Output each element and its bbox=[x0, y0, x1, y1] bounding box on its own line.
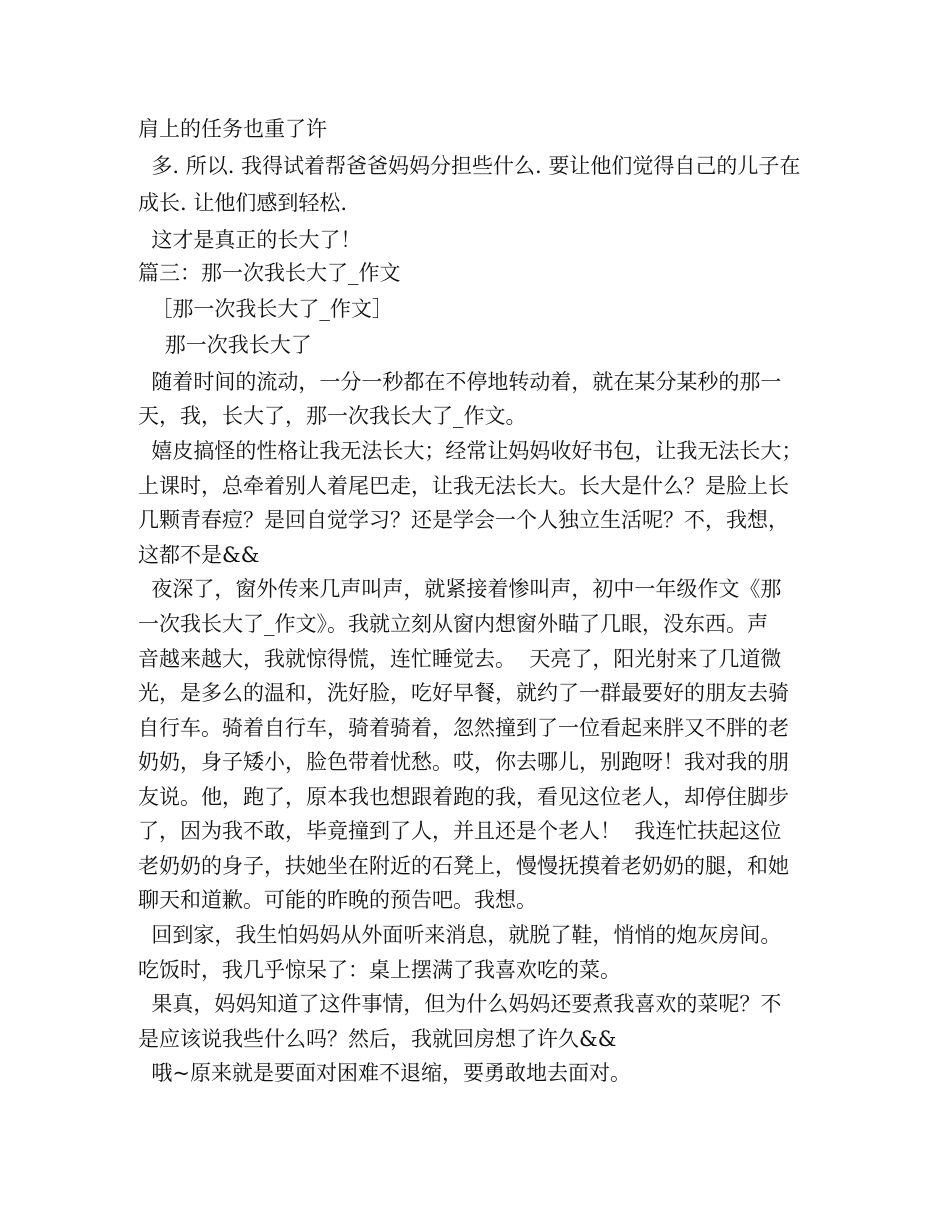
text-line: 了，因为我不敢，毕竟撞到了人，并且还是个老人！ 我连忙扶起这位 bbox=[138, 819, 782, 843]
text-line: 是应该说我些什么吗？然后，我就回房想了许久&& bbox=[138, 1027, 617, 1051]
text-line: 果真，妈妈知道了这件事情，但为什么妈妈还要煮我喜欢的菜呢？不 bbox=[138, 992, 782, 1016]
text-line: 友说。他，跑了，原本我也想跟着跑的我，看见这位老人，却停住脚步 bbox=[138, 785, 789, 809]
bracketed-title: ［那一次我长大了_作文］ bbox=[138, 297, 393, 321]
text-line: 聊天和道歉。可能的昨晚的预告吧。我想。 bbox=[138, 888, 537, 912]
text-line: 哦~原来就是要面对困难不退缩，要勇敢地去面对。 bbox=[138, 1061, 631, 1085]
text-line: 音越来越大，我就惊得慌，连忙睡觉去。 天亮了，阳光射来了几道微 bbox=[138, 647, 782, 671]
essay-title: 那一次我长大了 bbox=[138, 333, 312, 357]
text-line: 自行车。骑着自行车，骑着骑着，忽然撞到了一位看起来胖又不胖的老 bbox=[138, 716, 789, 740]
text-line: 多. 所以. 我得试着帮爸爸妈妈分担些什么. 要让他们觉得自己的儿子在 bbox=[138, 154, 801, 178]
text-line: 一次我长大了_作文》。我就立刻从窗内想窗外瞄了几眼，没东西。声 bbox=[138, 612, 768, 636]
text-line: 上课时，总牵着别人着尾巴走，让我无法长大。长大是什么？是脸上长 bbox=[138, 474, 789, 498]
section-heading: 篇三：那一次我长大了_作文 bbox=[138, 261, 401, 285]
text-line: 几颗青春痘？是回自觉学习？还是学会一个人独立生活呢？不，我想， bbox=[138, 508, 789, 532]
text-line: 天，我，长大了，那一次我长大了_作文。 bbox=[138, 404, 527, 428]
text-line: 随着时间的流动，一分一秒都在不停地转动着，就在某分某秒的那一 bbox=[138, 370, 782, 394]
text-line: 夜深了，窗外传来几声叫声，就紧接着惨叫声，初中一年级作文《那 bbox=[138, 577, 782, 601]
text-line: 成长. 让他们感到轻松. bbox=[138, 191, 348, 215]
text-line: 嬉皮搞怪的性格让我无法长大；经常让妈妈收好书包，让我无法长大； bbox=[138, 439, 803, 463]
text-line: 吃饭时，我几乎惊呆了：桌上摆满了我喜欢吃的菜。 bbox=[138, 958, 621, 982]
text-line: 这才是真正的长大了！ bbox=[138, 228, 362, 252]
text-line: 奶奶，身子矮小，脸色带着忧愁。哎，你去哪儿，别跑呀！我对我的朋 bbox=[138, 750, 789, 774]
text-line: 这都不是&& bbox=[138, 543, 260, 567]
text-line: 肩上的任务也重了许 bbox=[138, 117, 327, 141]
text-line: 老奶奶的身子，扶她坐在附近的石凳上，慢慢抚摸着老奶奶的腿，和她 bbox=[138, 854, 789, 878]
text-line: 回到家，我生怕妈妈从外面听来消息，就脱了鞋，悄悄的炮灰房间。 bbox=[138, 923, 782, 947]
text-line: 光，是多么的温和，洗好脸，吃好早餐，就约了一群最要好的朋友去骑 bbox=[138, 681, 789, 705]
